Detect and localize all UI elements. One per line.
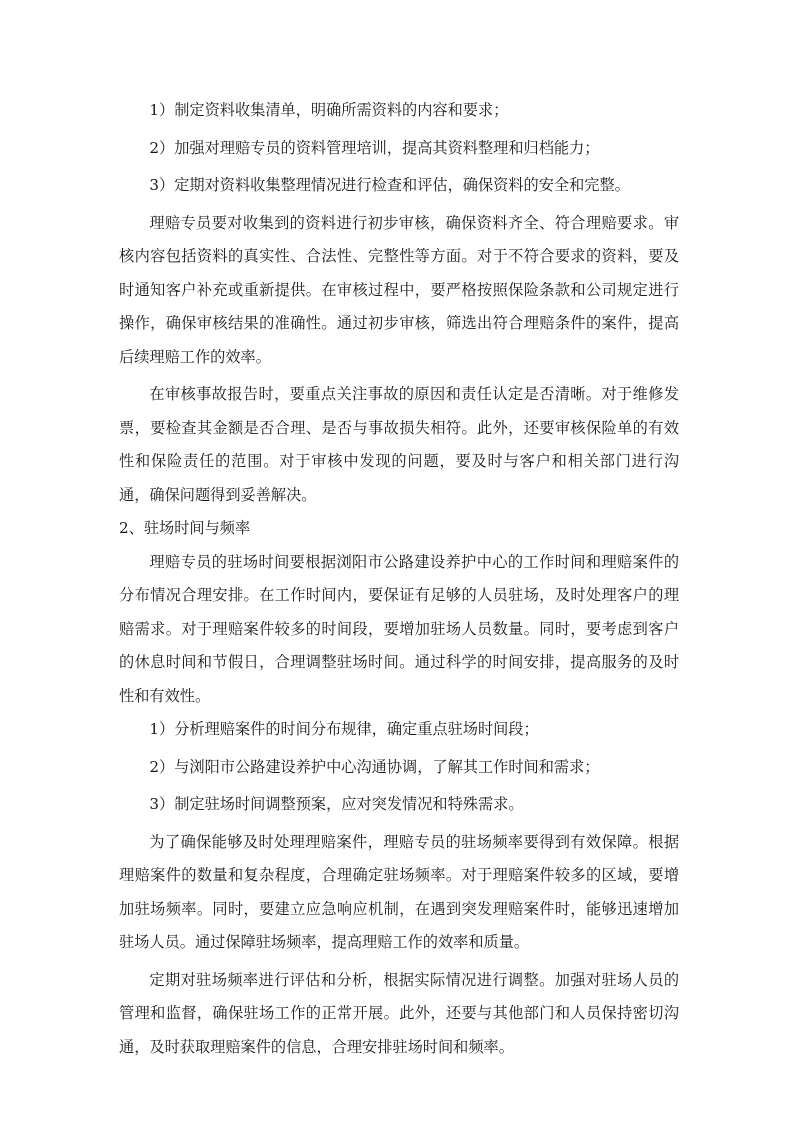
paragraph-frequency: 为了确保能够及时处理理赔案件，理赔专员的驻场频率要得到有效保障。根据理赔案件的数量和复杂程度，合理确定驻场频率。对于理赔案件较多的区域，要增加驻场频率。同时，要建立应急响应机制，在遇到突发理赔案件时，能够迅速增加驻场人员。通过保障驻场频率，提高理赔工作的效率和质量。: [119, 832, 679, 951]
list-item: 3）制定驻场时间调整预案，应对突发情况和特殊需求。: [149, 795, 524, 813]
document-page: [119, 94, 679, 1064]
list-item: 2）与浏阳市公路建设养护中心沟通协调，了解其工作时间和需求；: [149, 757, 600, 776]
paragraph-evaluation: 定期对驻场频率进行评估和分析，根据实际情况进行调整。加强对驻场人员的管理和监督，确保驻场工作的正常开展。此外，还要与其他部门和人员保持密切沟通，及时获取理赔案件的信息，合理安排驻场时间和频率。: [119, 970, 679, 1056]
section-heading: 2、驻场时间与频率: [119, 519, 251, 537]
list-item: 3）定期对资料收集整理情况进行检查和评估，确保资料的安全和完整。: [149, 176, 630, 194]
paragraph-review: 理赔专员要对收集到的资料进行初步审核，确保资料齐全、符合理赔要求。审核内容包括资料的真实性、合法性、完整性等方面。对于不符合要求的资料，要及时通知客户补充或重新提供。在审核过程中，要严格按照保险条款和公司规定进行操作，确保审核结果的准确性。通过初步审核，筛选出符合理赔条件的案件，提高后续理赔工作的效率。: [119, 213, 679, 366]
paragraph-time: 理赔专员的驻场时间要根据浏阳市公路建设养护中心的工作时间和理赔案件的分布情况合理安排。在工作时间内，要保证有足够的人员驻场，及时处理客户的理赔需求。对于理赔案件较多的时间段，要增加驻场人员数量。同时，要考虑到客户的休息时间和节假日，合理调整驻场时间。通过科学的时间安排，提高服务的及时性和有效性。: [119, 552, 679, 705]
list-item: 1）制定资料收集清单，明确所需资料的内容和要求；: [149, 101, 509, 119]
list-item: 2）加强对理赔专员的资料管理培训，提高其资料整理和归档能力；: [149, 138, 600, 157]
paragraph-accident: 在审核事故报告时，要重点关注事故的原因和责任认定是否清晰。对于维修发票，要检查其金额是否合理、是否与事故损失相符。此外，还要审核保险单的有效性和保险责任的范围。对于审核中发现的问题，要及时与客户和相关部门进行沟通，确保问题得到妥善解决。: [119, 385, 679, 504]
list-item: 1）分析理赔案件的时间分布规律，确定重点驻场时间段；: [149, 720, 539, 738]
